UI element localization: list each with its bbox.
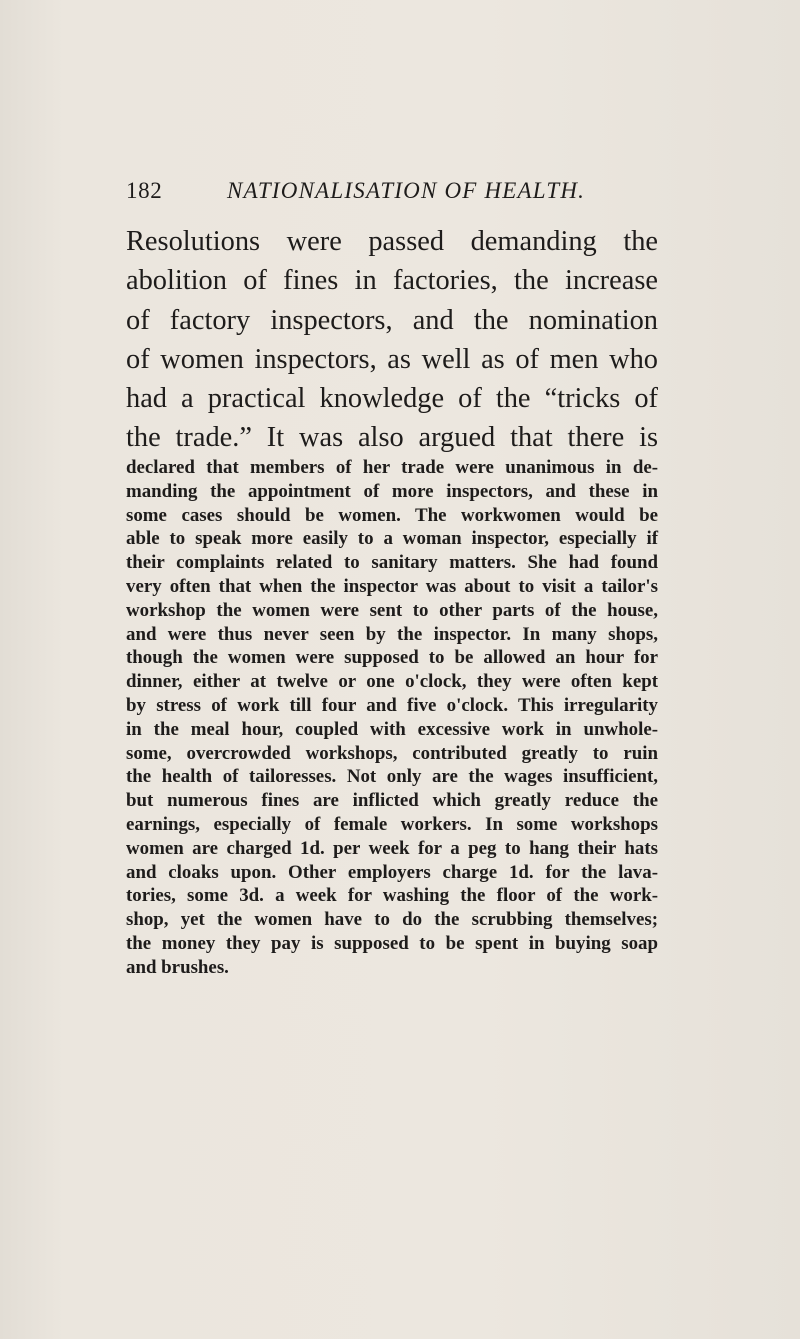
running-title: NATIONALISATION OF HEALTH.: [227, 178, 586, 203]
text-line: had a practical knowledge of the “tricks of: [126, 383, 658, 415]
text-line: and were thus never seen by the inspector. In many shops,: [126, 623, 658, 645]
text-line: women are charged 1d. per week for a peg to hang their hats: [126, 837, 658, 859]
page-number: 182: [126, 178, 163, 203]
large-print-paragraph: [126, 222, 658, 458]
text-line: but numerous fines are inflicted which greatly reduce the: [126, 790, 658, 812]
text-line: of women inspectors, as well as of men who: [126, 343, 658, 375]
text-line: some, overcrowded workshops, contributed greatly to ruin: [126, 742, 658, 764]
text-line: their complaints related to sanitary matters. She had found: [126, 552, 658, 574]
text-line: abolition of fines in factories, the increase: [126, 265, 658, 297]
text-line: very often that when the inspector was about to visit a tailor's: [126, 575, 658, 597]
text-line: the health of tailoresses. Not only are the wages insufficient,: [126, 766, 658, 788]
text-line: shop, yet the women have to do the scrubbing themselves;: [126, 909, 658, 931]
text-line: and cloaks upon. Other employers charge 1d. for the lava-: [126, 861, 658, 883]
text-line: workshop the women were sent to other parts of the house,: [126, 599, 658, 621]
text-line: of factory inspectors, and the nomination: [126, 304, 658, 336]
text-line: though the women were supposed to be allowed an hour for: [126, 647, 658, 669]
text-line: manding the appointment of more inspectors, and these in: [126, 480, 658, 502]
text-line: tories, some 3d. a week for washing the floor of the work-: [126, 885, 658, 907]
text-line: in the meal hour, coupled with excessive work in unwhole-: [126, 718, 658, 740]
text-line: declared that members of her trade were unanimous in de-: [126, 457, 658, 478]
running-head: [126, 178, 686, 208]
text-line: the money they pay is supposed to be spent in buying soap: [126, 932, 658, 954]
text-line: by stress of work till four and five o'clock. This irregularity: [126, 694, 658, 716]
text-line: the trade.” It was also argued that there is: [126, 422, 658, 454]
text-line: earnings, especially of female workers. In some workshops: [126, 813, 658, 835]
text-line: dinner, either at twelve or one o'clock, they were often kept: [126, 671, 658, 693]
text-line: and brushes.: [126, 956, 229, 978]
text-line: some cases should be women. The workwomen would be: [126, 504, 658, 526]
text-line: Resolutions were passed demanding the: [126, 226, 658, 257]
text-line: able to speak more easily to a woman inspector, especially if: [126, 528, 658, 550]
small-print-paragraph: [126, 456, 658, 980]
